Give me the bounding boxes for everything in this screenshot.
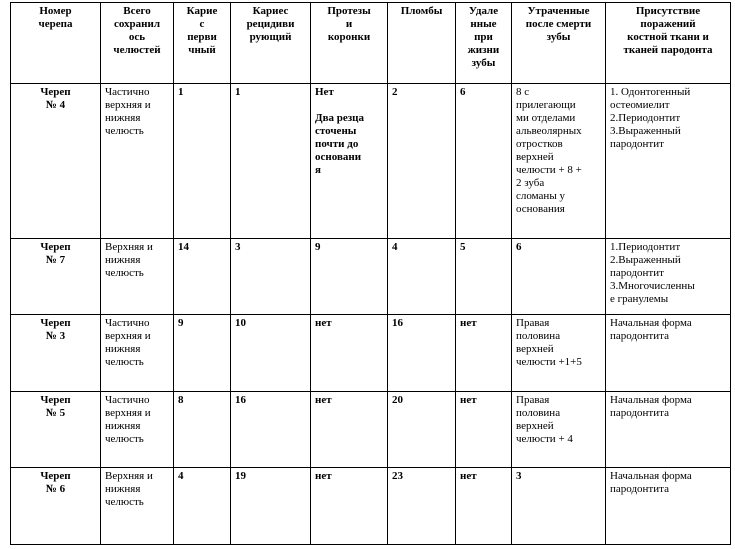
cell-jaws: Верхняя и нижняя челюсть [101,468,174,545]
cell-removed: 6 [456,84,512,239]
cell-caries-primary: 8 [174,392,231,468]
cell-jaws: Частично верхняя и нижняя челюсть [101,84,174,239]
cell-lesions: Начальная форма пародонтита [606,392,731,468]
cell-removed: нет [456,315,512,392]
cell-caries-recurrent: 3 [231,239,311,315]
cell-fillings: 4 [388,239,456,315]
dental-findings-table [10,2,731,545]
table-row [11,392,731,468]
cell-caries-recurrent: 10 [231,315,311,392]
header-fillings: Пломбы [388,3,456,84]
cell-fillings: 23 [388,468,456,545]
table-row [11,468,731,545]
header-row [11,3,731,84]
cell-skull: Череп № 3 [11,315,101,392]
cell-prostheses: нет [311,315,388,392]
cell-caries-primary: 9 [174,315,231,392]
cell-prostheses: нет [311,468,388,545]
cell-fillings: 16 [388,315,456,392]
cell-removed: нет [456,468,512,545]
cell-fillings: 2 [388,84,456,239]
cell-caries-primary: 14 [174,239,231,315]
cell-caries-recurrent: 19 [231,468,311,545]
header-caries-primary: Карие с перви чный [174,3,231,84]
cell-prostheses: 9 [311,239,388,315]
cell-prostheses: нет [311,392,388,468]
cell-lesions: Начальная форма пародонтита [606,468,731,545]
cell-lost: Правая половина верхней челюсти +1+5 [512,315,606,392]
header-skull-number: Номер черепа [11,3,101,84]
cell-lost: 6 [512,239,606,315]
header-removed-teeth: Удале нные при жизни зубы [456,3,512,84]
table-row [11,239,731,315]
cell-caries-recurrent: 16 [231,392,311,468]
header-lesions: Присутствие поражений костной ткани и тканей пародонта [606,3,731,84]
cell-lost: 8 с прилегающи ми отделами альвеолярных отростков верхней челюсти + 8 + 2 зуба сломаны у основания [512,84,606,239]
cell-lesions: Начальная форма пародонтита [606,315,731,392]
table-row [11,315,731,392]
cell-skull: Череп № 7 [11,239,101,315]
cell-fillings: 20 [388,392,456,468]
cell-jaws: Частично верхняя и нижняя челюсть [101,392,174,468]
cell-jaws: Частично верхняя и нижняя челюсть [101,315,174,392]
table-row [11,84,731,239]
cell-lost: Правая половина верхней челюсти + 4 [512,392,606,468]
cell-caries-recurrent: 1 [231,84,311,239]
cell-removed: нет [456,392,512,468]
header-lost-teeth: Утраченные после смерти зубы [512,3,606,84]
cell-jaws: Верхняя и нижняя челюсть [101,239,174,315]
cell-lesions: 1. Одонтогенный остеомиелит 2.Периодонтит 3.Выраженный пародонтит [606,84,731,239]
cell-caries-primary: 1 [174,84,231,239]
cell-skull: Череп № 6 [11,468,101,545]
cell-caries-primary: 4 [174,468,231,545]
header-prostheses-crowns: Протезы и коронки [311,3,388,84]
cell-prostheses: Нет Два резца сточены почти до основани я [311,84,388,239]
header-preserved-jaws: Всего сохранил ось челюстей [101,3,174,84]
cell-skull: Череп № 5 [11,392,101,468]
header-caries-recurrent: Кариес рецидиви рующий [231,3,311,84]
cell-removed: 5 [456,239,512,315]
cell-skull: Череп № 4 [11,84,101,239]
cell-lost: 3 [512,468,606,545]
cell-lesions: 1.Периодонтит 2.Выраженный пародонтит 3.Многочисленны е гранулемы [606,239,731,315]
